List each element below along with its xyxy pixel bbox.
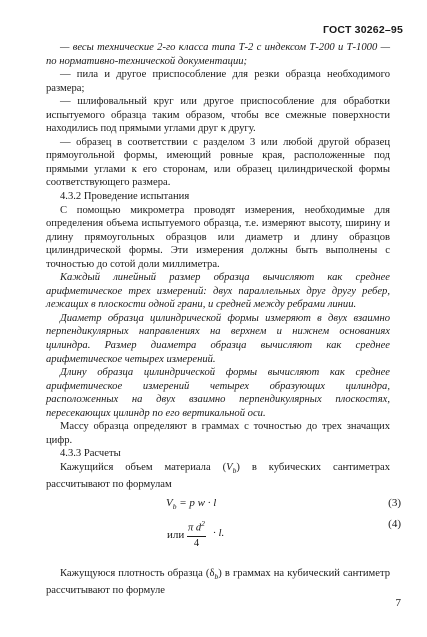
paragraph-micrometer: С помощью микрометра проводят измерения, необходимые для определения объема испытуемого образца, т.е. измеряют высоту, ширину и длину прямоугольных образцов или диаметр и длину образцов цилиндрической формы. Эти измерения должны быть выполнены с точностью до сотой доли миллиметра.: [46, 204, 390, 270]
list-item-grinding-wheel: — шлифовальный круг или другое приспособление для обработки испытуемого образца таким образом, чтобы все смежные поверхности находились под прямыми углами друг к другу.: [46, 96, 390, 135]
density-symbol-subscript: b: [214, 572, 219, 582]
formula-3-number: (3): [388, 497, 401, 510]
page-number: 7: [395, 597, 401, 609]
formula-4-number: (4): [388, 518, 401, 531]
paragraph-apparent-volume: [46, 461, 390, 491]
formula-block: [46, 493, 401, 563]
paragraph-linear-size: Каждый линейный размер образца вычисляют как среднее арифметическое трех измерений: двух параллельных друг другу ребер, лежащих в плоскости одной грани, и средней между ребрами линии.: [46, 272, 390, 311]
formula-3-lhs-symbol: V: [166, 497, 173, 510]
paragraph-apparent-density: [46, 567, 390, 597]
standard-code-header: ГОСТ 30262–95: [323, 24, 403, 36]
formula-4-prefix: или: [167, 529, 185, 542]
section-heading-test-procedure: 4.3.2 Проведение испытания: [60, 191, 190, 203]
list-item-saw: — пила и другое приспособление для резки образца необходимого размера;: [46, 69, 390, 94]
paragraph-mass: Массу образца определяют в граммах с точностью до трех значащих цифр.: [46, 421, 390, 446]
volume-symbol: V: [226, 461, 233, 473]
formula-4-numerator-exponent: 2: [201, 519, 205, 529]
volume-intro-tail: ) в кубических сантиметрах рассчитывают по формулам: [46, 461, 390, 490]
formula-3: [166, 497, 216, 514]
formula-4-fraction: [187, 518, 206, 550]
density-intro-tail: ) в граммах на кубический сантиметр рассчитывают по формуле: [46, 568, 391, 596]
formula-4-denominator: 4: [193, 537, 200, 549]
formula-4-numerator-text: π d: [188, 522, 202, 534]
formula-3-rhs: = p w · l: [176, 497, 217, 510]
paragraph-diameter: Диаметр образца цилиндрической формы измеряют в двух взаимно перпендикулярных направлениях на верхнем и нижнем основаниях цилиндра. Размер диаметра образца вычисляют как среднее арифметическое четырех измерений.: [46, 312, 390, 365]
volume-symbol-subscript: b: [232, 466, 237, 476]
formula-4-tail: · l.: [213, 527, 225, 540]
formula-3-lhs-subscript: b: [172, 502, 177, 512]
formula-4-numerator: [187, 518, 206, 537]
list-item-specimen: — образец в соответствии с разделом 3 или любой другой образец прямоугольной формы, имеющий ровные края, расположенные под прямыми углами к его сторонам, или образец цилиндрической формы соответствующего размера.: [46, 136, 390, 189]
page-body: [46, 41, 401, 597]
density-intro-text: Кажущуюся плотность образца (δ: [60, 568, 215, 580]
volume-intro-text: Кажущийся объем материала (: [60, 461, 227, 473]
paragraph-cylinder-length: Длину образца цилиндрической формы вычисляют как среднее арифметическое измерений четырех образующих цилиндра, расположенных на двух взаимно перпендикулярных плоскостях, пересекающих цилиндр по его вертикальной оси.: [46, 367, 390, 419]
list-item-scales: — весы технические 2-го класса типа Т-2 с индексом Т-200 и Т-1000 — по нормативно-технической документации;: [46, 42, 390, 67]
section-heading-calculations: 4.3.3 Расчеты: [60, 448, 121, 460]
